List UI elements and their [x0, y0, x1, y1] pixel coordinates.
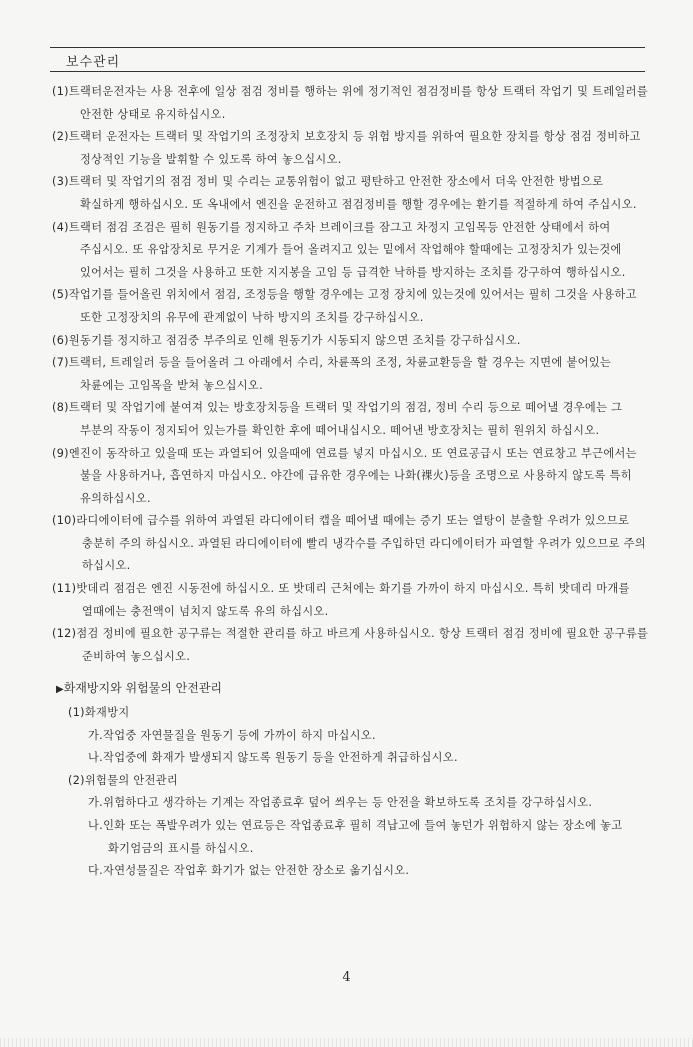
hazardous-item-2: 나.인화 또는 폭발우려가 있는 연료등은 작업종료후 필히 격납고에 들여 놓던가 위험하지 않는 장소에 놓고 화기엄금의 표시를 하십시오.	[88, 819, 623, 855]
section-title: 화재방지와 위험물의 안전관리	[63, 681, 223, 696]
maintenance-item-9: (9)엔진이 동작하고 있을때 또는 과열되어 있을때에 연료를 넣지 마십시오. 또 연료공급시 또는 연료창고 부근에서는 불을 사용하거나, 흡연하지 마십시오. 야간에 급유한 경우에는 나화(裸火)등을 조명으로 사용하지 않도록 특히 유의하십시오.	[52, 446, 637, 505]
fire-prevention-item-2: 나.작업중에 화재가 발생되지 않도록 원동기 등을 안전하게 취급하십시오.	[88, 751, 458, 765]
page-header-title: 보수관리	[66, 55, 121, 70]
hazardous-item-3: 다.자연성물질은 작업후 화기가 없는 안전한 장소로 옮기십시오.	[88, 864, 410, 878]
fire-prevention-item-1: 가.작업중 자연물질을 원동기 등에 가까이 하지 마십시오.	[88, 728, 376, 742]
maintenance-item-7: (7)트랙터, 트레일러 등을 들어올려 그 아래에서 수리, 차륜폭의 조정, 차륜교환등을 할 경우는 지면에 붙어있는 차륜에는 고임목을 받쳐 놓으십시오.	[52, 356, 612, 392]
hazardous-item-1: 가.위험하다고 생각하는 기계는 작업종료후 덮어 씌우는 등 안전을 확보하도록 조치를 강구하십시오.	[88, 796, 593, 810]
section-arrow-icon: ▶	[56, 684, 64, 696]
maintenance-item-6: (6)원동기를 정지하고 점검중 부주의로 인해 원동기가 시동되지 않으면 조치를 강구하십시오.	[52, 333, 521, 347]
maintenance-item-11: (11)밧데리 점검은 엔진 시동전에 하십시오. 또 밧데리 근처에는 화기를 가까이 하지 마십시오. 특히 밧데리 마개를 열때에는 충전액이 넘치지 않도록 유의 하십시오.	[52, 582, 630, 618]
document-body	[52, 81, 650, 883]
maintenance-item-3: (3)트랙터 및 작업기의 점검 정비 및 수리는 교통위험이 없고 평탄하고 안전한 장소에서 더욱 안전한 방법으로 확실하게 행하십시오. 또 옥내에서 엔진을 운전하고 점검정비를 행할 경우에는 환기를 적절하게 하여 주십시오.	[52, 175, 637, 211]
page-number: 4	[342, 970, 351, 985]
section-heading-fire	[56, 677, 650, 702]
scan-edge-texture	[0, 1038, 693, 1047]
maintenance-item-10: (10)라디에이터에 급수를 위하여 과열된 라디에이터 캡을 떼어낼 때에는 증기 또는 열탕이 분출할 우려가 있으므로 충분히 주의 하십시오. 과열된 라디에이터에 빨리 냉각수를 주입하던 라디에이터가 파열할 우려가 있으므로 주의 하십시오.	[52, 514, 647, 573]
maintenance-item-2: (2)트랙터 운전자는 트랙터 및 작업기의 조정장치 보호장치 등 위험 방지를 위하여 필요한 장치를 항상 점검 정비하고 정상적인 기능을 발휘할 수 있도록 하여 놓으십시오.	[52, 130, 641, 166]
header-rule-top	[50, 47, 645, 48]
subsection-fire-prevention-title: (1)화재방지	[68, 706, 130, 720]
header-rule-bottom	[50, 71, 645, 72]
maintenance-item-8: (8)트랙터 및 작업기에 붙여져 있는 방호장치등을 트랙터 및 작업기의 점검, 정비 수리 등으로 떼어낼 경우에는 그 부분의 작동이 정지되어 있는가를 확인한 후에 떼어내십시오. 떼어낸 방호장치는 필히 원위치 하십시오.	[52, 401, 623, 437]
maintenance-item-4: (4)트랙터 점검 조검은 필히 원동기를 정지하고 주차 브레이크를 잠그고 차정지 고임목등 안전한 상태에서 하여 주십시오. 또 유압장치로 무거운 기계가 들어 올려지고 있는 밑에서 작업해야 할때에는 고정장치가 있는것에 있어서는 필히 그것을 사용하고 또한 지지봉을 고임 등 급격한 낙하를 방지하는 조치를 강구하여 행하십시오.	[52, 220, 626, 279]
maintenance-item-12: (12)점검 정비에 필요한 공구류는 적절한 관리를 하고 바르게 사용하십시오. 항상 트랙터 점검 정비에 필요한 공구류를 준비하여 놓으십시오.	[52, 627, 649, 663]
subsection-hazardous-title: (2)위험물의 안전관리	[68, 773, 179, 787]
maintenance-item-1: (1)트랙터운전자는 사용 전후에 일상 점검 정비를 행하는 위에 정기적인 점검정비를 항상 트랙터 작업기 및 트레일러를 안전한 상태로 유지하십시오.	[52, 85, 648, 121]
maintenance-item-5: (5)작업기를 들어올린 위치에서 점검, 조정등을 행할 경우에는 고정 장치에 있는것에 있어서는 필히 그것을 사용하고 또한 고정장치의 유무에 관계없이 낙하 방지의 조치를 강구하십시오.	[52, 288, 637, 324]
